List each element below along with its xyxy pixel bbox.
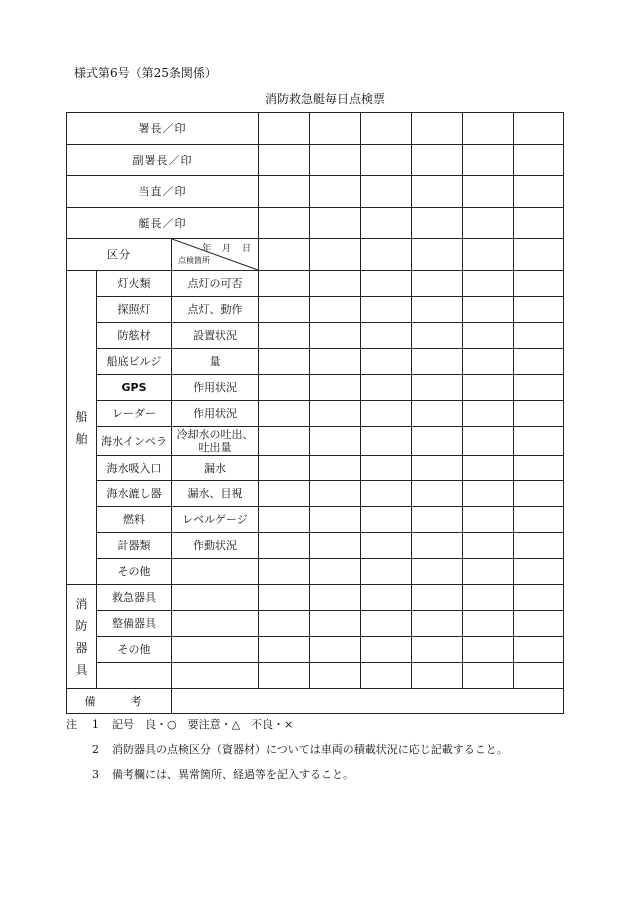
- inspection-point-label: 点検箇所: [178, 256, 210, 265]
- daily-cell[interactable]: [259, 113, 310, 145]
- note-number: 1: [92, 718, 99, 731]
- daily-cell[interactable]: [463, 271, 514, 297]
- daily-cell[interactable]: [463, 533, 514, 559]
- daily-cell[interactable]: [514, 585, 564, 611]
- daily-cell[interactable]: [463, 427, 514, 456]
- note-text: 消防器具の点検区分（資器材）については車両の積載状況に応じ記載すること。: [112, 743, 508, 756]
- ship-item-row: [67, 559, 564, 585]
- item-name: [97, 663, 172, 689]
- daily-cell[interactable]: [259, 176, 310, 208]
- note-text: 記号 良・○ 要注意・△ 不良・×: [112, 718, 294, 731]
- check-point: [172, 663, 259, 689]
- daily-cell[interactable]: [412, 208, 463, 239]
- daily-cell[interactable]: [259, 145, 310, 176]
- daily-cell[interactable]: [412, 145, 463, 176]
- note-number: 3: [92, 768, 99, 781]
- item-name: 灯火類: [97, 271, 172, 297]
- daily-cell[interactable]: [514, 208, 564, 239]
- ship-item-row: [67, 427, 564, 456]
- daily-cell[interactable]: [310, 349, 361, 375]
- document-title: 消防救急艇毎日点検票: [264, 92, 385, 106]
- check-point: 漏水、目視: [172, 481, 259, 507]
- daily-cell[interactable]: [259, 611, 310, 637]
- item-name: 整備器具: [97, 611, 172, 637]
- signature-label: 副署長／印: [67, 145, 259, 176]
- daily-cell[interactable]: [463, 208, 514, 239]
- daily-cell[interactable]: [361, 349, 412, 375]
- daily-cell[interactable]: [514, 481, 564, 507]
- check-point: [172, 637, 259, 663]
- daily-cell[interactable]: [310, 401, 361, 427]
- fire-item-row: [67, 585, 564, 611]
- daily-cell[interactable]: [514, 271, 564, 297]
- daily-cell[interactable]: [463, 401, 514, 427]
- date-point-header: [172, 239, 259, 271]
- ship-item-row: [67, 375, 564, 401]
- check-point: レベルゲージ: [172, 507, 259, 533]
- daily-cell[interactable]: [361, 611, 412, 637]
- check-point: [172, 611, 259, 637]
- signature-row: [67, 208, 564, 239]
- daily-cell[interactable]: [463, 323, 514, 349]
- daily-cell[interactable]: [412, 507, 463, 533]
- daily-cell[interactable]: [310, 375, 361, 401]
- item-name: 探照灯: [97, 297, 172, 323]
- check-point: 漏水: [172, 456, 259, 481]
- daily-cell[interactable]: [361, 401, 412, 427]
- category-header-row: [67, 239, 564, 271]
- inspection-table: [66, 112, 564, 714]
- daily-cell[interactable]: [412, 611, 463, 637]
- daily-cell[interactable]: [259, 349, 310, 375]
- daily-cell[interactable]: [310, 297, 361, 323]
- signature-row: [67, 113, 564, 145]
- daily-cell[interactable]: [361, 208, 412, 239]
- item-name: 計器類: [97, 533, 172, 559]
- daily-cell[interactable]: [412, 559, 463, 585]
- daily-cell[interactable]: [463, 507, 514, 533]
- daily-cell[interactable]: [514, 663, 564, 689]
- fire-item-row: [67, 663, 564, 689]
- daily-cell[interactable]: [412, 113, 463, 145]
- remarks-label: 備 考: [67, 689, 172, 714]
- item-name: 防舷材: [97, 323, 172, 349]
- check-point: 点灯、動作: [172, 297, 259, 323]
- ship-item-row: [67, 533, 564, 559]
- item-name: その他: [97, 559, 172, 585]
- check-point: 設置状況: [172, 323, 259, 349]
- form-number: 様式第6号（第25条関係）: [74, 66, 217, 80]
- daily-cell[interactable]: [361, 323, 412, 349]
- daily-cell[interactable]: [514, 637, 564, 663]
- check-point: 量: [172, 349, 259, 375]
- daily-cell[interactable]: [310, 176, 361, 208]
- daily-cell[interactable]: [463, 113, 514, 145]
- daily-cell[interactable]: [514, 176, 564, 208]
- daily-cell[interactable]: [514, 375, 564, 401]
- daily-cell[interactable]: [412, 533, 463, 559]
- daily-cell[interactable]: [412, 401, 463, 427]
- daily-cell[interactable]: [259, 427, 310, 456]
- signature-label: 艇長／印: [67, 208, 259, 239]
- daily-cell[interactable]: [361, 507, 412, 533]
- daily-cell[interactable]: [361, 271, 412, 297]
- daily-cell[interactable]: [514, 401, 564, 427]
- daily-cell[interactable]: [463, 145, 514, 176]
- daily-cell[interactable]: [412, 375, 463, 401]
- daily-cell[interactable]: [259, 637, 310, 663]
- check-point: 作用状況: [172, 401, 259, 427]
- daily-cell[interactable]: [310, 113, 361, 145]
- daily-cell[interactable]: [310, 323, 361, 349]
- item-name: 海水吸入口: [97, 456, 172, 481]
- ship-item-row: [67, 401, 564, 427]
- note-number: 2: [92, 743, 99, 756]
- daily-cell[interactable]: [412, 349, 463, 375]
- daily-cell[interactable]: [463, 176, 514, 208]
- daily-cell[interactable]: [361, 375, 412, 401]
- daily-cell[interactable]: [310, 585, 361, 611]
- daily-cell[interactable]: [361, 297, 412, 323]
- daily-cell[interactable]: [514, 323, 564, 349]
- daily-cell[interactable]: [361, 113, 412, 145]
- ship-section-label: 船舶: [67, 271, 97, 585]
- daily-cell[interactable]: [514, 113, 564, 145]
- item-name: GPS: [97, 375, 172, 401]
- daily-cell[interactable]: [361, 663, 412, 689]
- check-point: [172, 559, 259, 585]
- daily-cell[interactable]: [259, 663, 310, 689]
- item-name: 海水漉し器: [97, 481, 172, 507]
- daily-cell[interactable]: [259, 533, 310, 559]
- daily-cell[interactable]: [463, 585, 514, 611]
- daily-cell[interactable]: [310, 145, 361, 176]
- daily-cell[interactable]: [514, 349, 564, 375]
- fire-item-row: [67, 637, 564, 663]
- daily-cell[interactable]: [412, 176, 463, 208]
- item-name: 海水インペラ: [97, 427, 172, 456]
- daily-cell[interactable]: [412, 323, 463, 349]
- daily-cell[interactable]: [259, 297, 310, 323]
- daily-cell[interactable]: [361, 427, 412, 456]
- daily-cell[interactable]: [412, 663, 463, 689]
- daily-cell[interactable]: [361, 637, 412, 663]
- daily-cell[interactable]: [514, 145, 564, 176]
- daily-cell[interactable]: [259, 481, 310, 507]
- ship-item-row: [67, 456, 564, 481]
- daily-cell[interactable]: [514, 456, 564, 481]
- daily-cell[interactable]: [310, 637, 361, 663]
- daily-cell[interactable]: [259, 208, 310, 239]
- daily-cell[interactable]: [259, 239, 310, 271]
- daily-cell[interactable]: [412, 271, 463, 297]
- daily-cell[interactable]: [361, 559, 412, 585]
- signature-label: 署長／印: [67, 113, 259, 145]
- daily-cell[interactable]: [514, 507, 564, 533]
- fire-item-row: [67, 611, 564, 637]
- daily-cell[interactable]: [514, 239, 564, 271]
- ship-item-row: [67, 481, 564, 507]
- daily-cell[interactable]: [361, 481, 412, 507]
- check-point: 作用状況: [172, 375, 259, 401]
- daily-cell[interactable]: [412, 239, 463, 271]
- date-label: 年 月 日: [202, 244, 253, 254]
- item-name: 船底ビルジ: [97, 349, 172, 375]
- daily-cell[interactable]: [310, 427, 361, 456]
- daily-cell[interactable]: [514, 559, 564, 585]
- daily-cell[interactable]: [463, 239, 514, 271]
- daily-cell[interactable]: [361, 239, 412, 271]
- daily-cell[interactable]: [412, 585, 463, 611]
- daily-cell[interactable]: [463, 297, 514, 323]
- ship-item-row: [67, 297, 564, 323]
- daily-cell[interactable]: [412, 427, 463, 456]
- signature-row: [67, 176, 564, 208]
- daily-cell[interactable]: [361, 585, 412, 611]
- daily-cell[interactable]: [463, 559, 514, 585]
- daily-cell[interactable]: [259, 401, 310, 427]
- note-item: [66, 712, 508, 737]
- item-name: レーダー: [97, 401, 172, 427]
- daily-cell[interactable]: [259, 507, 310, 533]
- daily-cell[interactable]: [259, 271, 310, 297]
- ship-item-row: [67, 507, 564, 533]
- daily-cell[interactable]: [463, 349, 514, 375]
- note-text: 備考欄には、異常箇所、経過等を記入すること。: [112, 768, 354, 781]
- daily-cell[interactable]: [361, 145, 412, 176]
- notes: [66, 712, 508, 787]
- daily-cell[interactable]: [310, 611, 361, 637]
- daily-cell[interactable]: [310, 663, 361, 689]
- daily-cell[interactable]: [310, 481, 361, 507]
- daily-cell[interactable]: [310, 239, 361, 271]
- remarks-row: [67, 689, 564, 714]
- ship-item-row: [67, 349, 564, 375]
- fire-section-label: 消防器具: [67, 585, 97, 689]
- note-item: [66, 737, 508, 762]
- daily-cell[interactable]: [310, 456, 361, 481]
- signature-label: 当直／印: [67, 176, 259, 208]
- note-prefix: 注: [66, 718, 77, 731]
- daily-cell[interactable]: [259, 456, 310, 481]
- check-point: 冷却水の吐出、吐出量: [172, 427, 259, 456]
- daily-cell[interactable]: [514, 297, 564, 323]
- remarks-field[interactable]: [172, 689, 564, 714]
- daily-cell[interactable]: [514, 427, 564, 456]
- daily-cell[interactable]: [310, 559, 361, 585]
- daily-cell[interactable]: [259, 375, 310, 401]
- daily-cell[interactable]: [310, 271, 361, 297]
- daily-cell[interactable]: [361, 176, 412, 208]
- daily-cell[interactable]: [361, 456, 412, 481]
- daily-cell[interactable]: [514, 611, 564, 637]
- daily-cell[interactable]: [310, 533, 361, 559]
- ship-item-row: [67, 271, 564, 297]
- item-name: 救急器具: [97, 585, 172, 611]
- daily-cell[interactable]: [463, 611, 514, 637]
- daily-cell[interactable]: [463, 481, 514, 507]
- ship-item-row: [67, 323, 564, 349]
- item-name: その他: [97, 637, 172, 663]
- check-point: 点灯の可否: [172, 271, 259, 297]
- daily-cell[interactable]: [463, 663, 514, 689]
- daily-cell[interactable]: [463, 637, 514, 663]
- daily-cell[interactable]: [310, 208, 361, 239]
- note-item: [66, 762, 508, 787]
- check-point: 作動状況: [172, 533, 259, 559]
- daily-cell[interactable]: [514, 533, 564, 559]
- daily-cell[interactable]: [412, 637, 463, 663]
- daily-cell[interactable]: [412, 481, 463, 507]
- item-name: 燃料: [97, 507, 172, 533]
- daily-cell[interactable]: [412, 297, 463, 323]
- daily-cell[interactable]: [310, 507, 361, 533]
- daily-cell[interactable]: [361, 533, 412, 559]
- daily-cell[interactable]: [259, 323, 310, 349]
- signature-row: [67, 145, 564, 176]
- daily-cell[interactable]: [259, 585, 310, 611]
- daily-cell[interactable]: [412, 456, 463, 481]
- daily-cell[interactable]: [463, 375, 514, 401]
- category-label: 区分: [67, 239, 172, 271]
- daily-cell[interactable]: [259, 559, 310, 585]
- daily-cell[interactable]: [463, 456, 514, 481]
- check-point: [172, 585, 259, 611]
